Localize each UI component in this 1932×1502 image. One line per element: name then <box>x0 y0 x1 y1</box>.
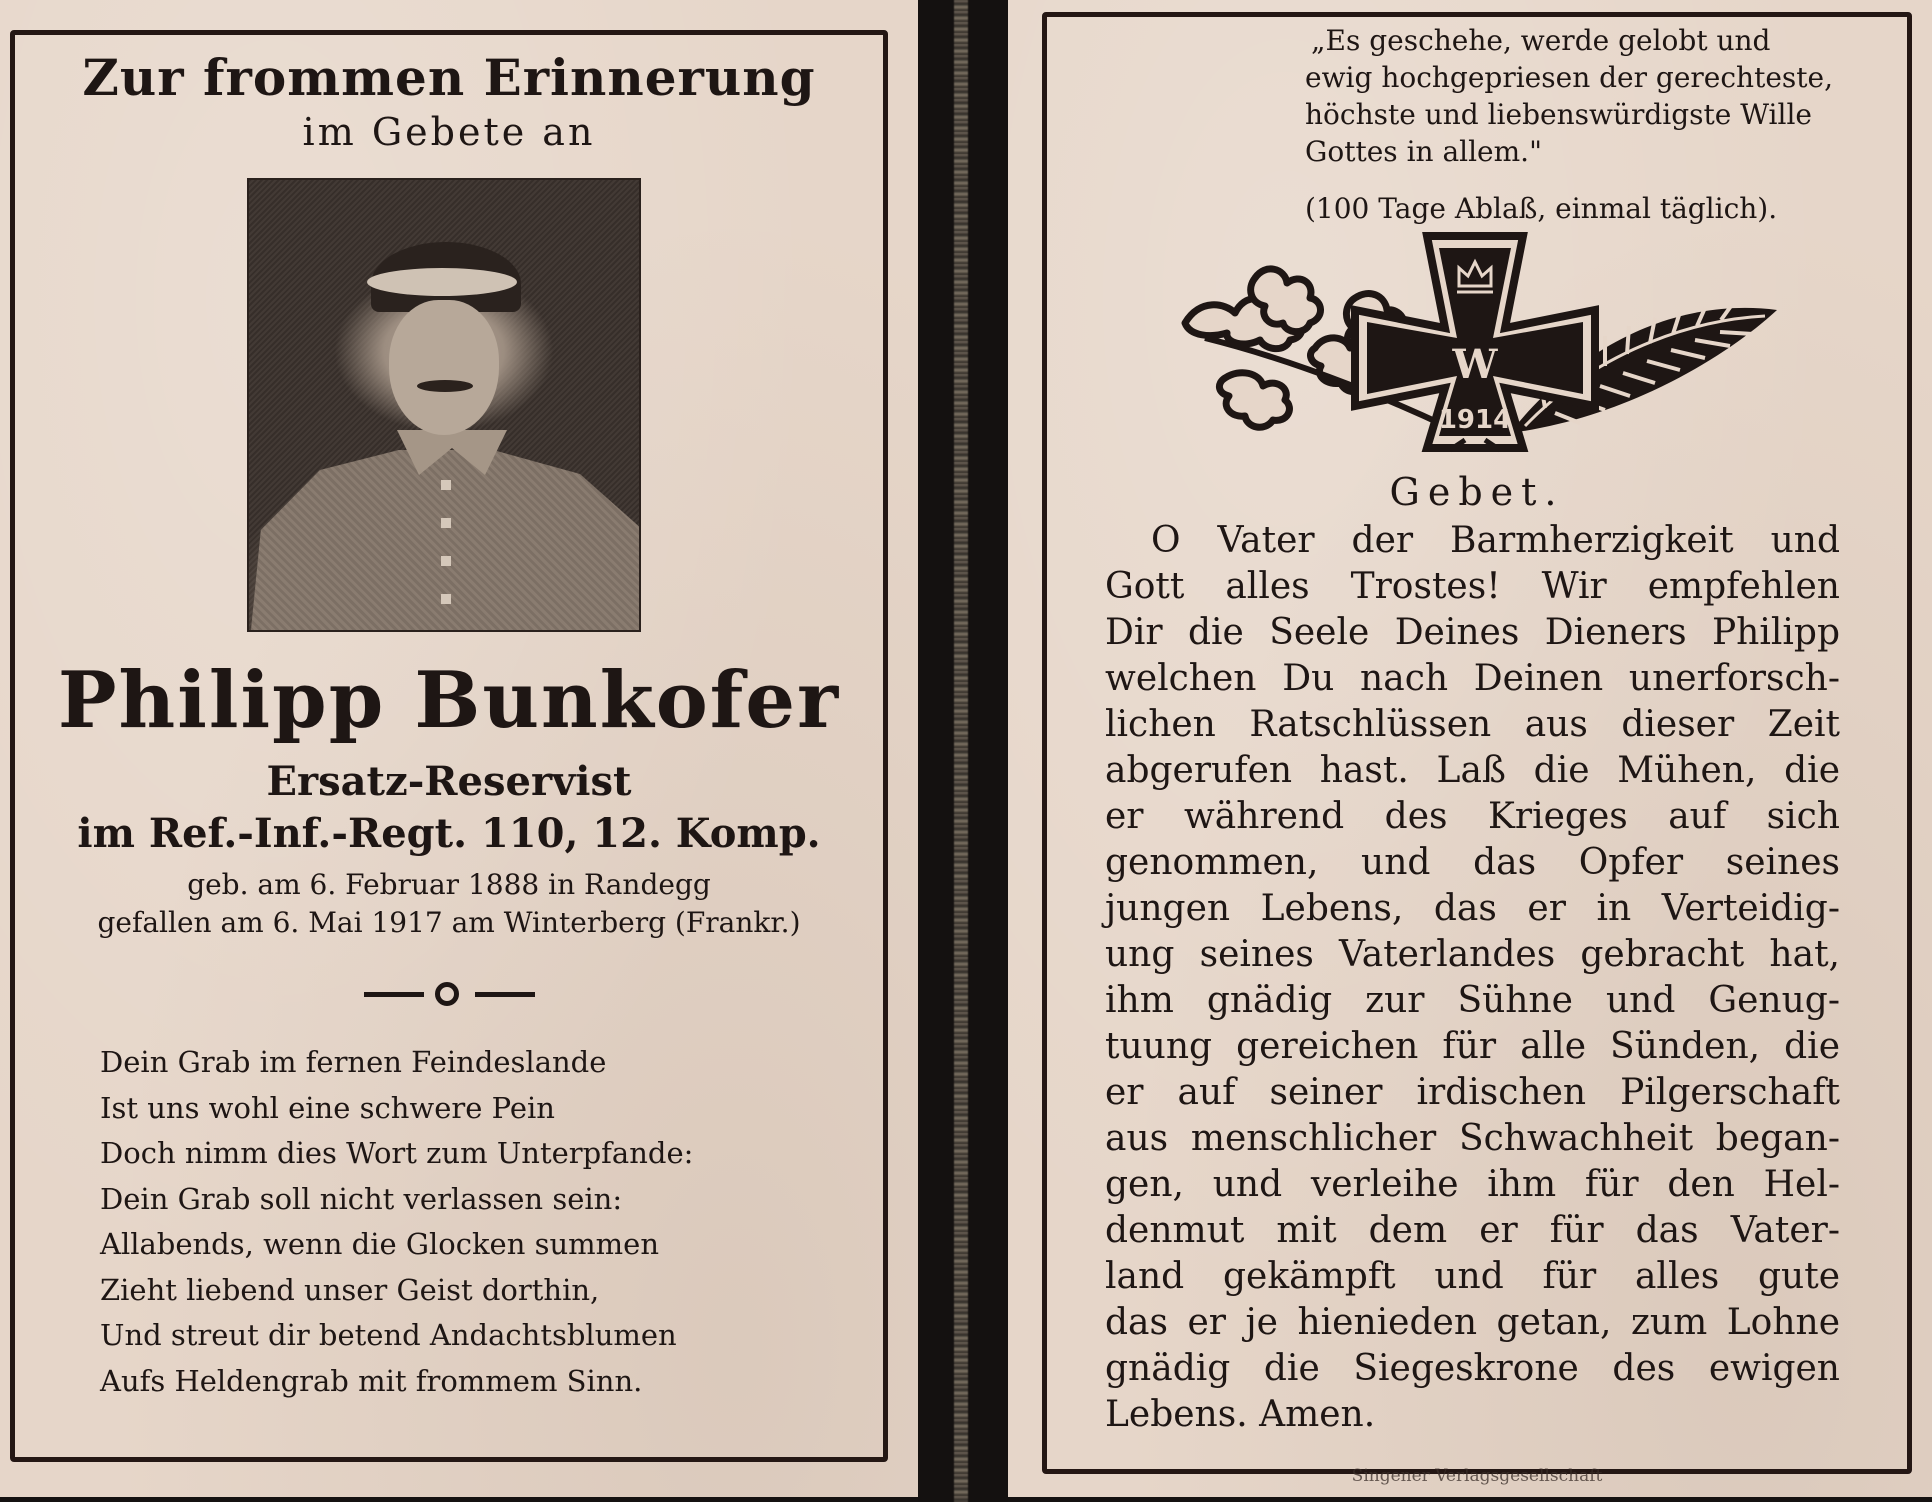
poem-line: Dein Grab soll nicht verlassen sein: <box>100 1181 623 1216</box>
fold-crease <box>954 0 968 1502</box>
svg-text:1914: 1914 <box>1438 405 1512 435</box>
portrait-mustache <box>417 380 473 392</box>
prayer-line: das er je hienieden getan, zum Lohne <box>1105 1302 1840 1343</box>
quote-line: Gottes in allem." <box>1305 135 1542 168</box>
portrait-face <box>389 300 499 435</box>
card-fold-backing <box>918 0 1008 1502</box>
prayer-line: O Vater der Barmherzigkeit und <box>1151 520 1840 561</box>
prayer-line: er während des Krieges auf sich <box>1105 796 1840 837</box>
devotional-quote <box>1305 22 1865 170</box>
prayer-line: ihm gnädig zur Sühne und Genug- <box>1105 980 1840 1021</box>
prayer-line: welchen Du nach Deinen unerforsch- <box>1105 658 1840 699</box>
prayer-line: tuung gereichen für alle Sünden, die <box>1105 1026 1840 1067</box>
prayer-line: lichen Ratschlüssen aus dieser Zeit <box>1105 704 1840 745</box>
prayer-title: Gebet. <box>1389 470 1565 514</box>
death-line: gefallen am 6. Mai 1917 am Winterberg (Frankr.) <box>97 906 801 939</box>
ornament-bar-right <box>475 992 535 997</box>
prayer-text <box>1105 518 1840 1438</box>
quote-line: „Es geschehe, werde gelobt und <box>1311 24 1771 57</box>
portrait-cap-band <box>367 268 517 296</box>
prayer-line: er auf seiner irdischen Pilgerschaft <box>1105 1072 1840 1113</box>
prayer-line: genommen, und das Opfer seines <box>1105 842 1840 883</box>
poem-line: Aufs Heldengrab mit frommem Sinn. <box>100 1363 643 1398</box>
quote-line: ewig hochgepriesen der gerechteste, <box>1305 61 1833 94</box>
prayer-line: abgerufen hast. Laß die Mühen, die <box>1105 750 1840 791</box>
prayer-line: gnädig die Siegeskrone des ewigen <box>1105 1348 1840 1389</box>
birth-line: geb. am 6. Februar 1888 in Randegg <box>187 868 711 901</box>
portrait-buttons <box>441 480 451 630</box>
svg-text:W: W <box>1452 341 1498 388</box>
poem-line: Und streut dir betend Andachtsblumen <box>100 1318 677 1352</box>
prayer-line: jungen Lebens, das er in Verteidig- <box>1105 888 1840 929</box>
prayer-line: ung seines Vaterlandes gebracht hat, <box>1105 934 1840 975</box>
poem-line: Ist uns wohl eine schwere Pein <box>100 1090 555 1125</box>
prayer-line: land gekämpft und für alles gute <box>1105 1256 1840 1297</box>
poem-line: Zieht liebend unser Geist dorthin, <box>100 1272 600 1307</box>
poem-line: Doch nimm dies Wort zum Unterpfande: <box>100 1136 694 1170</box>
card-heading: Zur frommen Erinnerung <box>82 48 816 107</box>
poem-line: Allabends, wenn die Glocken summen <box>100 1227 660 1261</box>
memorial-poem <box>100 1040 693 1404</box>
deceased-unit: im Ref.-Inf.-Regt. 110, 12. Komp. <box>77 810 821 857</box>
divider-ornament-icon <box>362 982 537 1006</box>
ornament-bar-left <box>364 992 424 997</box>
iron-cross-emblem-icon <box>1165 228 1795 468</box>
poem-line: Dein Grab im fernen Feindeslande <box>100 1045 607 1079</box>
quote-line: höchste und liebenswürdigste Wille <box>1305 98 1812 131</box>
card-subheading: im Gebete an <box>302 110 596 154</box>
prayer-line: gen, und verleihe ihm für den Hel- <box>1105 1164 1840 1205</box>
prayer-line: denmut mit dem er für das Vater- <box>1105 1210 1840 1251</box>
deceased-name: Philipp Bunkofer <box>57 655 841 746</box>
deceased-rank: Ersatz-Reservist <box>266 758 632 805</box>
prayer-line: Lebens. Amen. <box>1105 1394 1376 1435</box>
indulgence-note: (100 Tage Ablaß, einmal täglich). <box>1305 192 1778 225</box>
soldier-portrait-photo <box>247 178 641 632</box>
prayer-line: Dir die Seele Deines Dieners Philipp <box>1105 612 1840 653</box>
ornament-ring <box>435 982 459 1006</box>
prayer-line: aus menschlicher Schwachheit began- <box>1105 1118 1840 1159</box>
printer-imprint: Singener Verlagsgesellschaft <box>1351 1466 1603 1486</box>
prayer-line: Gott alles Trostes! Wir empfehlen <box>1105 566 1840 607</box>
